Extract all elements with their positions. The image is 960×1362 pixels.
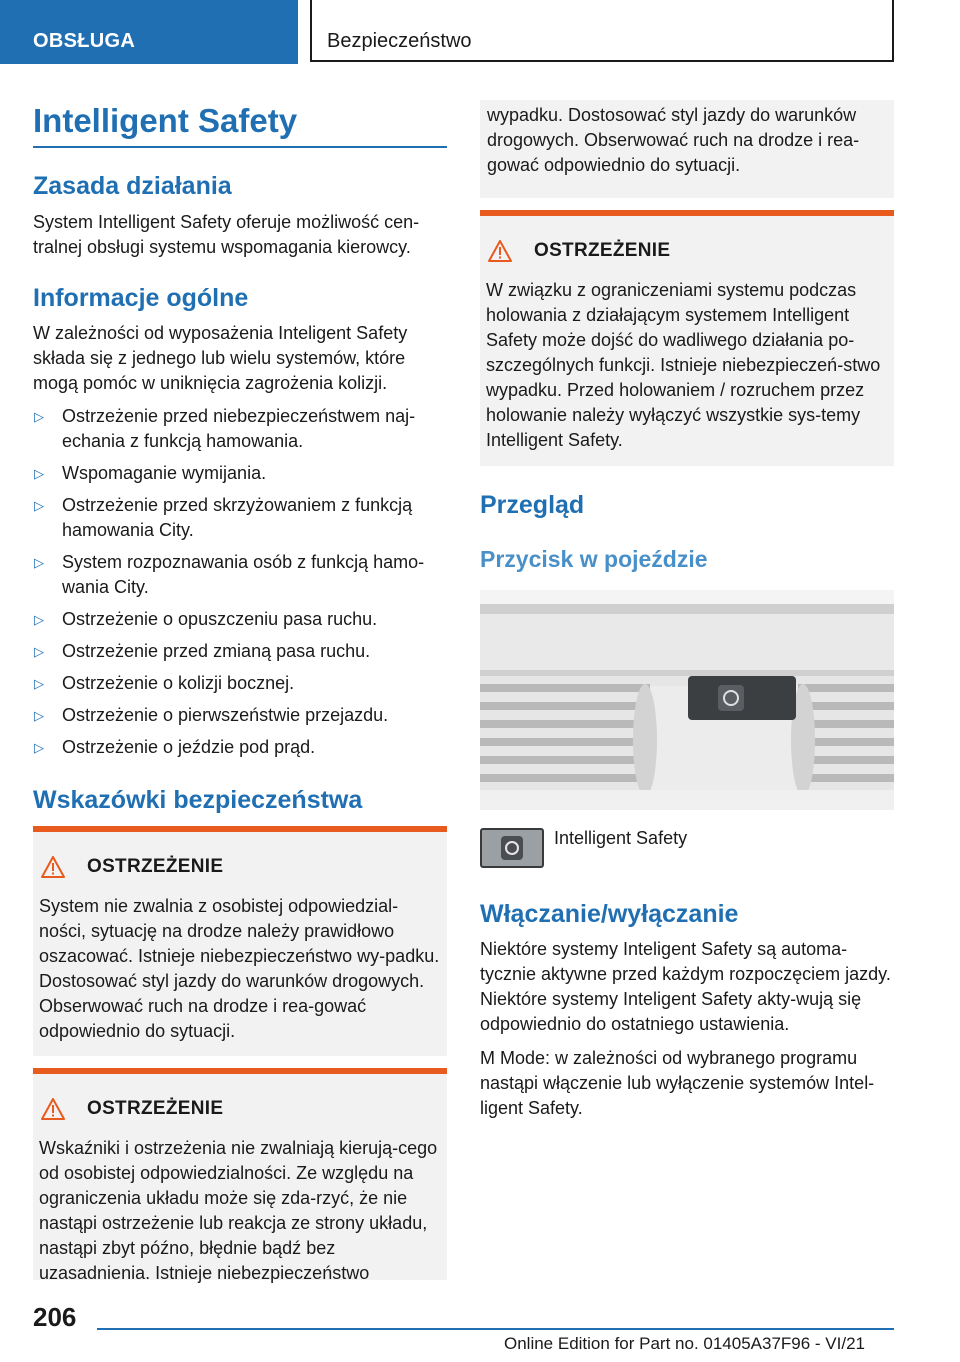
warning-text: System nie zwalnia z osobistej odpowiedzial-ności, sytuację na drodze należy prawidłowo oszacować. Istnieje niebezpieczeństwo wy-padku. Dostosować styl jazdy do warunków drogowych. Obserwować ruch na drodze i rea-gować odpowiednio do sytuacji. [39,896,440,1041]
warning-text: W związku z ograniczeniami systemu podczas holowania z działającym systemem Intelligent Safety może dojść do wadliwego działania po-szczególnych funkcji. Istnieje niebezpieczeń-stwo wypadku. Przed holowaniem / rozruchem przez holowanie należy wyłączyć wszystkie sys-temy Intelligent Safety. [486,280,881,450]
chapter-label: Bezpieczeństwo [327,30,472,52]
triangle-bullet-icon: ▷ [34,644,44,659]
triangle-bullet-icon: ▷ [34,740,44,755]
triangle-bullet-icon: ▷ [34,466,44,481]
page-number: 206 [33,1302,77,1332]
triangle-bullet-icon: ▷ [34,612,44,627]
warning-triangle-icon [41,856,65,878]
general-text: W zależności od wyposażenia Inteligent Safety składa się z jednego lub wielu systemów, które mogą pomóc w uniknięcia zagrożenia kolizji. [33,323,408,393]
warning-label: OSTRZEŻENIE [534,240,671,261]
list-item: ▷ Ostrzeżenie przed skrzyżowaniem z funkcją hamowania City. [34,495,413,540]
triangle-bullet-icon: ▷ [34,409,44,424]
intelligent-safety-button-icon [480,828,544,868]
triangle-bullet-icon: ▷ [34,498,44,513]
section-tab-label: OBSŁUGA [33,30,136,52]
heading-button: Przycisk w pojeździe [480,546,708,572]
list-item: ▷ System rozpoznawania osób z funkcją hamo-wania City. [34,552,425,597]
footer-divider [97,1328,894,1330]
feature-list [33,404,447,767]
warning-text: Wskaźniki i ostrzeżenia nie zwalniają kierują-cego od osobistej odpowiedzialności. Ze względu na ograniczenia układu może się zda-rzyć, że nie nastąpi ostrzeżenie lub reakcja ze strony układu, nastąpi zbyt późno, błędnie bądź bez uzasadnienia. Istnieje niebezpieczeństwo [39,1138,438,1283]
triangle-bullet-icon: ▷ [34,708,44,723]
list-item: ▷ Ostrzeżenie o jeździe pod prąd. [33,735,447,760]
title-divider [33,146,447,148]
button-caption: Intelligent Safety [554,828,688,848]
onoff-text: Niektóre systemy Inteligent Safety są automa-tycznie aktywne przed każdym rozpoczęciem jazdy. Niektóre systemy Inteligent Safety akty-wują się odpowiednio do ostatniego ustawienia. [480,939,891,1034]
car-safety-icon [482,830,542,866]
list-item: ▷ Ostrzeżenie o opuszczeniu pasa ruchu. [33,607,447,632]
warning-continuation-text: wypadku. Dostosować styl jazdy do warunków drogowych. Obserwować ruch na drodze i rea-gować odpowiednio do sytuacji. [487,105,860,175]
dashboard-illustration [480,590,894,810]
chapter-header [310,0,894,62]
heading-overview: Przegląd [480,491,585,519]
vehicle-button-photo [480,590,894,810]
triangle-bullet-icon: ▷ [34,555,44,570]
section-tab [0,0,298,64]
warning-box [480,210,894,466]
warning-triangle-icon [488,240,512,262]
warning-box [33,826,447,1056]
warning-box [33,1068,447,1283]
list-item: ▷ Ostrzeżenie o pierwszeństwie przejazdu. [33,703,447,728]
page-title: Intelligent Safety [33,102,298,139]
warning-header [41,856,223,878]
list-item: ▷ Ostrzeżenie przed niebezpieczeństwem naj-echania z funkcją hamowania. [34,406,416,451]
list-item: ▷ Ostrzeżenie przed zmianą pasa ruchu. [33,639,447,664]
warning-header [488,240,670,262]
m-mode-text: M Mode: w zależności od wybranego programu nastąpi włączenie lub wyłączenie systemów Intel-ligent Safety. [480,1048,875,1118]
heading-principle: Zasada działania [33,172,232,200]
footer-edition: Online Edition for Part no. 01405A37F96 - VI/21 [504,1334,866,1353]
list-item: ▷ Ostrzeżenie o kolizji bocznej. [33,671,447,696]
heading-onoff: Włączanie/wyłączanie [480,900,739,928]
triangle-bullet-icon: ▷ [34,676,44,691]
warning-header [41,1098,223,1120]
warning-label: OSTRZEŻENIE [87,1098,224,1119]
principle-text: System Intelligent Safety oferuje możliwość cen-tralnej obsługi systemu wspomagania kierowcy. [33,212,420,257]
warning-triangle-icon [41,1098,65,1120]
heading-safety: Wskazówki bezpieczeństwa [33,786,363,814]
list-item: ▷ Wspomaganie wymijania. [33,461,447,486]
warning-label: OSTRZEŻENIE [87,856,224,877]
warning-continuation [480,100,894,198]
heading-general: Informacje ogólne [33,284,249,312]
